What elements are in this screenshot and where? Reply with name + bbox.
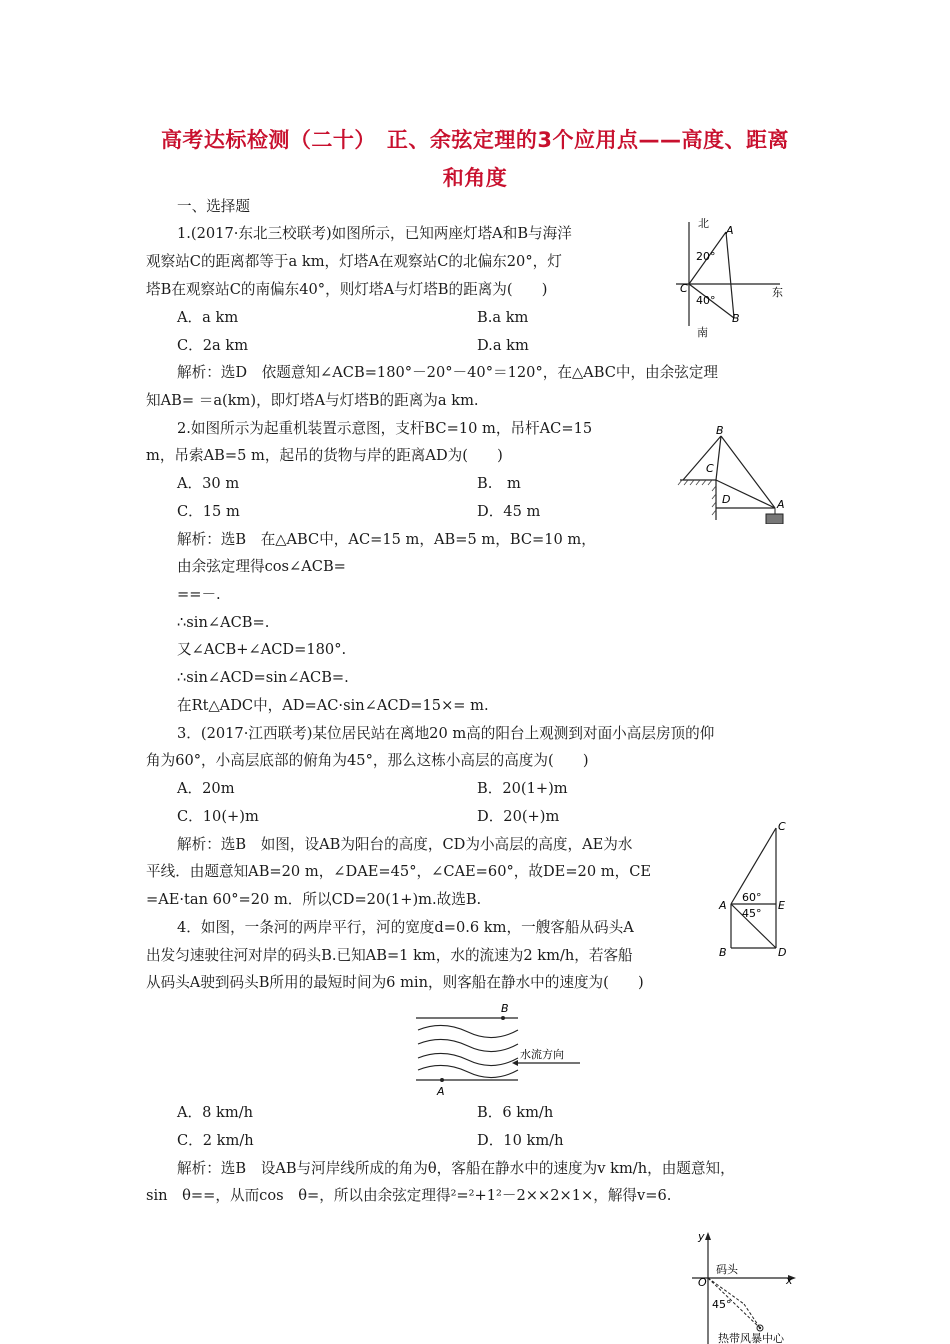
axis-y-label: y (698, 1230, 705, 1243)
q3-option-d: D．20(+)m (477, 808, 560, 825)
crane-figure (676, 424, 791, 524)
river-a-label: A (437, 1085, 445, 1098)
angle-45-label: 45° (742, 907, 762, 920)
q4-line2: 出发匀速驶往河对岸的码头B.已知AB=1 km，水的流速为2 km/h，若客船 (146, 947, 633, 964)
q2-solution-line2: 由余弦定理得cos∠ACB= (177, 558, 346, 575)
q3-solution-line3: =AE·tan 60°=20 m．所以CD=20(1+)m.故选B. (146, 891, 482, 908)
point-c-label: C (680, 282, 688, 295)
q2-solution-line3: ==－. (177, 586, 221, 603)
q2-line2: m，吊索AB=5 m，起吊的货物与岸的距离AD为( ) (146, 447, 503, 464)
crane-c-label: C (706, 462, 714, 475)
q2-option-c: C．15 m (177, 503, 240, 520)
building-figure (717, 818, 797, 963)
q4-option-c: C．2 km/h (177, 1132, 254, 1149)
building-a-label: A (719, 899, 727, 912)
storm-center-label: 热带风暴中心 (718, 1332, 784, 1344)
q3-line2: 角为60°，小高层底部的俯角为45°，那么这栋小高层的高度为( ) (146, 752, 589, 769)
crane-d-label: D (722, 493, 731, 506)
q4-option-d: D．10 km/h (477, 1132, 564, 1149)
storm-figure (690, 1228, 805, 1344)
crane-a-label: A (777, 498, 785, 511)
q3-option-b: B．20(1+)m (477, 780, 568, 797)
page-title-line2: 和角度 (442, 166, 508, 190)
north-label: 北 (698, 217, 709, 230)
q3-line1: 3．(2017·江西联考)某位居民站在离地20 m高的阳台上观测到对面小高层房顶的仰 (177, 725, 715, 742)
building-c-label: C (778, 820, 786, 833)
q1-solution-line2: 知AB= ＝a(km)，即灯塔A与灯塔B的距离为a km. (146, 392, 479, 409)
building-d-label: D (778, 946, 787, 959)
axis-x-label: x (786, 1274, 793, 1287)
south-label: 南 (697, 326, 708, 339)
q4-option-a: A．8 km/h (177, 1104, 254, 1121)
q3-solution-line2: 平线．由题意知AB=20 m，∠DAE=45°，∠CAE=60°，故DE=20 m，CE (146, 863, 652, 880)
section-heading: 一、选择题 (177, 198, 250, 215)
angle-20-label: 20° (696, 250, 716, 263)
q1-option-d: D.a km (477, 337, 529, 354)
q4-line3: 从码头A驶到码头B所用的最短时间为6 min，则客船在静水中的速度为( ) (146, 974, 644, 991)
q1-solution-line1: 解析：选D 依题意知∠ACB=180°－20°－40°＝120°，在△ABC中，由余弦定理 (177, 364, 719, 381)
q2-solution-line4: ∴sin∠ACB=. (177, 614, 270, 631)
angle-45-storm-label: 45° (712, 1298, 732, 1311)
point-b-label: B (732, 312, 740, 325)
q2-solution-line6: ∴sin∠ACD=sin∠ACB=. (177, 669, 349, 686)
q1-line3: 塔B在观察站C的南偏东40°，则灯塔A与灯塔B的距离为( ) (146, 281, 548, 298)
page-title-line1: 高考达标检测（二十） 正、余弦定理的3个应用点——高度、距离 (160, 128, 790, 152)
lighthouse-figure (668, 214, 798, 344)
q2-solution-line5: 又∠ACB+∠ACD=180°. (177, 641, 347, 658)
building-b-label: B (719, 946, 727, 959)
q2-option-b: B. m (477, 475, 521, 492)
point-a-label: A (726, 224, 734, 237)
q2-option-a: A．30 m (177, 475, 240, 492)
building-e-label: E (778, 899, 785, 912)
crane-b-label: B (716, 424, 724, 437)
q2-line1: 2.如图所示为起重机装置示意图，支杆BC=10 m，吊杆AC=15 (177, 420, 593, 437)
q1-line2: 观察站C的距离都等于a km，灯塔A在观察站C的北偏东20°，灯 (146, 253, 562, 270)
q2-solution-line7: 在Rt△ADC中，AD=AC·sin∠ACD=15×= m. (177, 697, 489, 714)
q4-option-b: B．6 km/h (477, 1104, 554, 1121)
q1-line1: 1.(2017·东北三校联考)如图所示，已知两座灯塔A和B与海洋 (177, 225, 572, 242)
q2-option-d: D．45 m (477, 503, 541, 520)
q4-solution-line2: sin θ==，从而cos θ=，所以由余弦定理得²=²+1²－2××2×1×，解得v=6. (146, 1187, 672, 1204)
east-label: 东 (772, 286, 783, 299)
flow-direction-label: 水流方向 (520, 1048, 564, 1061)
river-b-label: B (501, 1002, 509, 1015)
q1-option-c: C．2a km (177, 337, 249, 354)
angle-60-label: 60° (742, 891, 762, 904)
q2-solution-line1: 解析：选B 在△ABC中，AC=15 m，AB=5 m，BC=10 m， (177, 531, 596, 548)
q1-option-a: A．a km (177, 309, 239, 326)
dock-label: 码头 (716, 1263, 738, 1276)
river-figure (408, 1000, 588, 1100)
q4-line1: 4．如图，一条河的两岸平行，河的宽度d=0.6 km，一艘客船从码头A (177, 919, 634, 936)
q1-option-b: B.a km (477, 309, 529, 326)
q4-solution-line1: 解析：选B 设AB与河岸线所成的角为θ，客船在静水中的速度为v km/h，由题意知， (177, 1160, 735, 1177)
q3-solution-line1: 解析：选B 如图，设AB为阳台的高度，CD为小高层的高度，AE为水 (177, 836, 633, 853)
angle-40-label: 40° (696, 294, 716, 307)
q3-option-a: A．20m (177, 780, 235, 797)
origin-label: O (698, 1276, 707, 1289)
q3-option-c: C．10(+)m (177, 808, 259, 825)
